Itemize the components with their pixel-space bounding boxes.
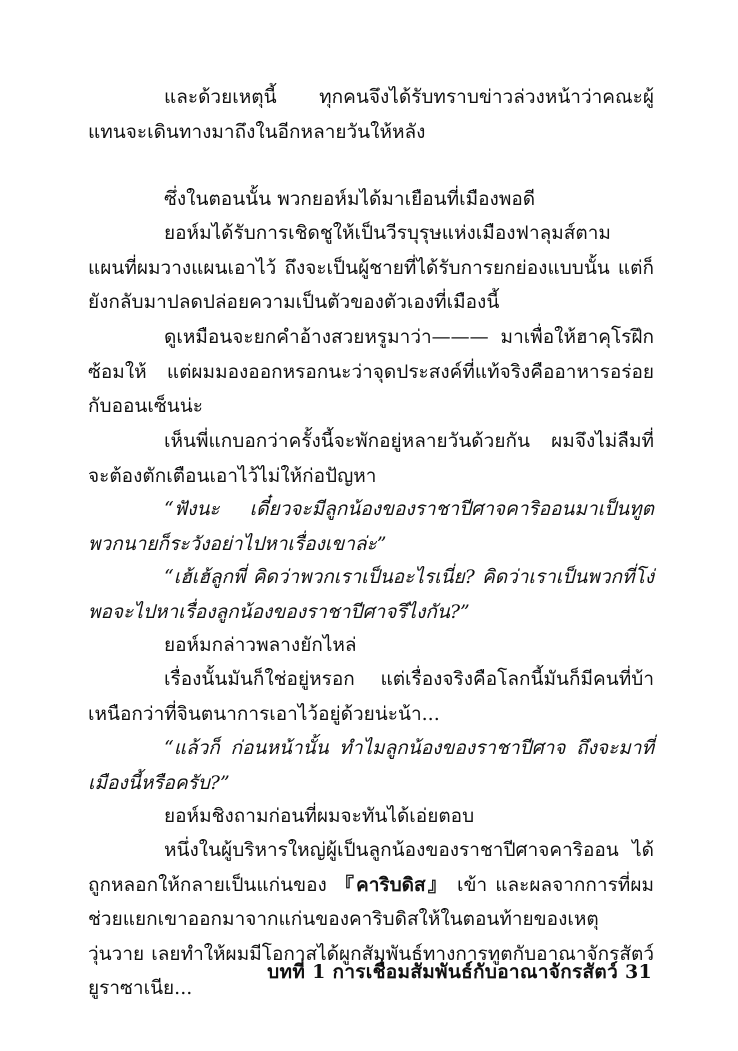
dialogue-3: “แล้วก็ ก่อนหน้านั้น ทำไมลูกน้องของราชาปีศาจ ถึงจะมาที่เมืองนี้หรือครับ?” — [88, 737, 654, 794]
paragraph-12-text-after: เข้า และผลจากการที่ผมช่วยแยกเขาออกมาจากแก่นของคาริบดิสให้ในตอนท้ายของเหตุวุ่นวาย เลยทำให้ผมมีโอกาสได้ผูกสัมพันธ์ทางการทูตกับอาณาจักรสัตว์ยูราซาเนีย... — [88, 873, 654, 999]
paragraph-9: เรื่องนั้นมันก็ใช่อยู่หรอก แต่เรื่องจริงคือโลกนี้มันก็มีคนที่บ้าเหนือกว่าที่จินตนาการเอาไว้อยู่ด้วยน่ะน้า... — [88, 668, 654, 725]
paragraph-5: เห็นพี่แกบอกว่าครั้งนี้จะพักอยู่หลายวันด้วยกัน ผมจึงไม่ลืมที่จะต้องตักเตือนเอาไว้ไม่ให้ก่อปัญหา — [88, 430, 654, 487]
paragraph-4: ดูเหมือนจะยกคำอ้างสวยหรูมาว่า——— มาเพื่อให้ฮาคุโรฝึกซ้อมให้ แต่ผมมองออกหรอกนะว่าจุดประสงค์ที่แท้จริงคืออาหารอร่อยกับออนเซ็นน่ะ — [88, 326, 654, 417]
dialogue-2: “เฮ้เฮ้ลูกพี่ คิดว่าพวกเราเป็นอะไรเนี่ย? คิดว่าเราเป็นพวกที่โง่พอจะไปหาเรื่องลูกน้องของราชาปีศาจรึไงกัน?” — [88, 566, 654, 623]
dialogue-1: “ฟังนะ เดี๋ยวจะมีลูกน้องของราชาปีศาจคาริออนมาเป็นทูตพวกนายก็ระวังอย่าไปหาเรื่องเขาล่ะ” — [88, 498, 654, 555]
caribdis-bold-term: 『คาริบดิส』 — [334, 873, 449, 896]
paragraph-2: ซึ่งในตอนนั้น พวกยอห์มได้มาเยือนที่เมืองพอดี — [164, 188, 536, 210]
paragraph-3: ยอห์มได้รับการเชิดชูให้เป็นวีรบุรุษแห่งเมืองฟาลุมส์ตามแผนที่ผมวางแผนเอาไว้ ถึงจะเป็นผู้ชายที่ได้รับการยกย่องแบบนั้น แต่ก็ยังกลับมาปลดปล่อยความเป็นตัวของตัวเองที่เมืองนี้ — [88, 222, 654, 313]
paragraph-1: และด้วยเหตุนี้ ทุกคนจึงได้รับทราบข่าวล่วงหน้าว่าคณะผู้แทนจะเดินทางมาถึงในอีกหลายวันให้หลัง — [88, 86, 654, 143]
paragraph-11: ยอห์มชิงถามก่อนที่ผมจะทันได้เอ่ยตอบ — [164, 805, 475, 827]
paragraph-8: ยอห์มกล่าวพลางยักไหล่ — [164, 634, 357, 656]
page-footer: บทที่ 1 การเชื่อมสัมพันธ์กับอาณาจักรสัตว์ 31 — [267, 961, 652, 983]
paragraph-12-text-before: หนึ่งในผู้บริหารใหญ่ผู้เป็นลูกน้องของราชาปีศาจคาริออน ได้ถูกหลอกให้กลายเป็นแก่นของ — [88, 839, 654, 896]
